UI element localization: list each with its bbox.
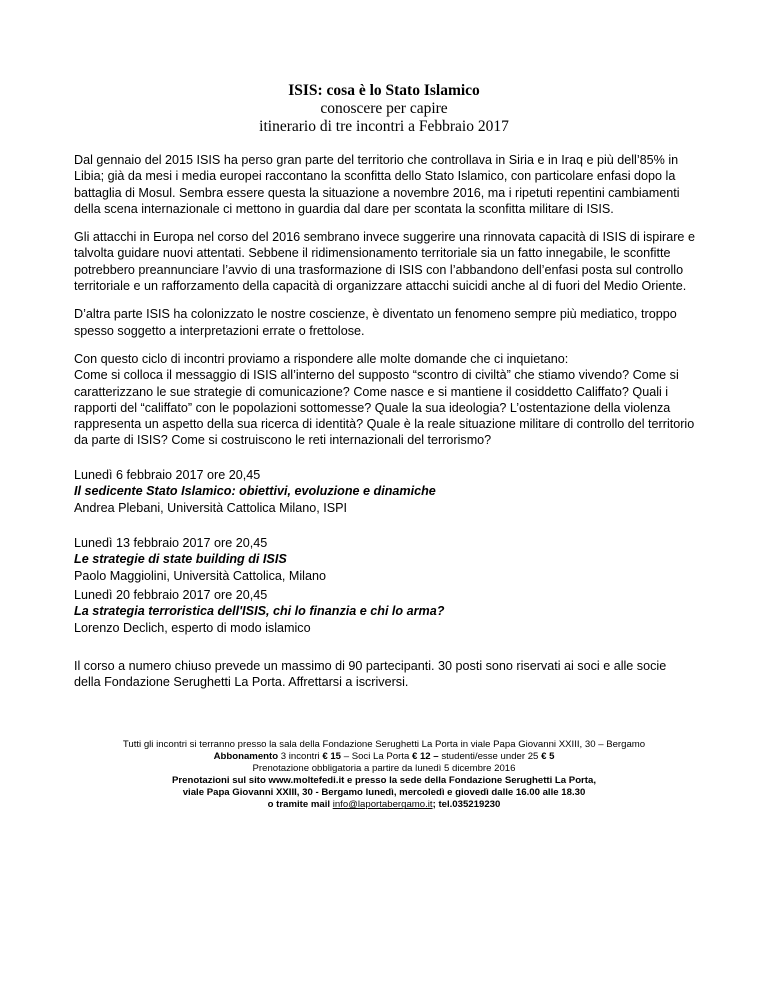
booking-text: Prenotazioni sul sito www.moltefedi.it e presso la sede della Fondazione Serughetti La Porta, xyxy=(172,775,596,787)
address-text: viale Papa Giovanni XXIII, 30 - Bergamo lunedì, mercoledì e giovedì dalle 16.00 alle 18.30 xyxy=(182,787,586,799)
intro-paragraph-3: D’altra parte ISIS ha colonizzato le nostre coscienze, è diventato un fenomeno sempre più mediatico, troppo spesso soggetto a interpretazioni errate o frettolose. xyxy=(74,307,677,338)
email-link[interactable]: info@laportabergamo.it xyxy=(332,799,433,811)
closing-note: Il corso a numero chiuso prevede un massimo di 90 partecipanti. 30 posti sono riservati ai soci e alle socie della Fondazione Serughetti La Porta. Affrettarsi a iscriversi. xyxy=(74,659,667,690)
price-students: € 5 xyxy=(541,751,555,763)
price-full: € 15 xyxy=(322,751,342,763)
event-speaker: Lorenzo Declich, esperto di modo islamico xyxy=(74,620,311,635)
event-3 xyxy=(74,587,696,636)
document-subtitle: conoscere per capire xyxy=(320,100,448,117)
title-block xyxy=(0,82,768,136)
pricing-text: studenti/esse under 25 xyxy=(438,751,542,763)
event-1 xyxy=(74,467,696,516)
event-speaker: Andrea Plebani, Università Cattolica Milano, ISPI xyxy=(74,500,347,515)
document-title: ISIS: cosa è lo Stato Islamico xyxy=(288,82,480,99)
event-date: Lunedì 20 febbraio 2017 ore 20,45 xyxy=(74,588,268,602)
intro-paragraph-4 xyxy=(74,351,696,449)
event-date: Lunedì 13 febbraio 2017 ore 20,45 xyxy=(74,536,268,550)
intro-paragraph-4-lead: Con questo ciclo di incontri proviamo a rispondere alle molte domande che ci inquietano: xyxy=(74,351,569,366)
venue-line: Tutti gli incontri si terranno presso la sala della Fondazione Serughetti La Porta in viale Papa Giovanni XXIII, 30 – Bergamo xyxy=(122,739,646,750)
intro-paragraph-4-questions: Come si colloca il messaggio di ISIS all’interno del supposto “scontro di civiltà” che stiamo vivendo? Come si caratterizzano le sue strategie di comunicazione? Come nasce e si mantiene il cosiddetto Califfato? Quali i rapporti del “califfato” con le popolazioni sottomesse? Quale la sua ideologia? L’ostentazione della violenza rappresenta un aspetto della sua ricerca di identità? Quale è la reale situazione militare di controllo del territorio da parte di ISIS? Come si costruiscono le reti internazionali del terrorismo? xyxy=(74,368,695,448)
booking-line xyxy=(40,775,728,787)
pricing-line xyxy=(40,751,728,763)
reservation-line: Prenotazione obbligatoria a partire da lunedì 5 dicembre 2016 xyxy=(252,763,516,775)
intro-text xyxy=(74,152,696,461)
itinerary-line: itinerario di tre incontri a Febbraio 2017 xyxy=(259,118,509,135)
intro-paragraph-2: Gli attacchi in Europa nel corso del 2016 sembrano invece suggerire una rinnovata capacità di ISIS di ispirare e talvolta guidare nuovi attentati. Sebbene il ridimensionamento territoriale sia un fatto innegabile, le sconfitte potrebbero preannunciare l’avvio di una trasformazione di ISIS con l’abbandono dell’enfasi posta sul controllo territoriale e un rafforzamento della capacità di organizzare attacchi suicidi anche al di fuori del Medio Oriente. xyxy=(74,230,695,294)
intro-paragraph-1: Dal gennaio del 2015 ISIS ha perso gran parte del territorio che controllava in Siria e in Iraq e più dell’85% in Libia; già da mesi i media europei raccontano la sconfitta dello Stato Islamico, con particolare enfasi dopo la battaglia di Mosul. Sembra essere questa la situazione a novembre 2016, ma i ripetuti repentini cambiamenti della scena internazionale ci mettono in guardia dal dare per scontata la sconfitta militare di ISIS. xyxy=(74,153,680,216)
address-line xyxy=(40,787,728,799)
contact-line xyxy=(40,799,728,811)
pricing-text: 3 incontri xyxy=(278,751,323,763)
event-speaker: Paolo Maggiolini, Università Cattolica, Milano xyxy=(74,568,326,583)
contact-prefix: o tramite mail xyxy=(267,799,333,811)
event-date: Lunedì 6 febbraio 2017 ore 20,45 xyxy=(74,468,261,482)
abbonamento-label: Abbonamento xyxy=(213,751,279,763)
footer-info xyxy=(40,739,728,812)
event-topic: La strategia terroristica dell'ISIS, chi lo finanzia e chi lo arma? xyxy=(74,604,445,619)
pricing-text: – Soci La Porta xyxy=(341,751,412,763)
contact-suffix: ; tel.035219230 xyxy=(432,799,501,811)
event-topic: Le strategie di state building di ISIS xyxy=(74,552,287,567)
event-2 xyxy=(74,535,696,584)
price-soci: € 12 – xyxy=(411,751,439,763)
event-topic: Il sedicente Stato Islamico: obiettivi, evoluzione e dinamiche xyxy=(74,484,436,499)
